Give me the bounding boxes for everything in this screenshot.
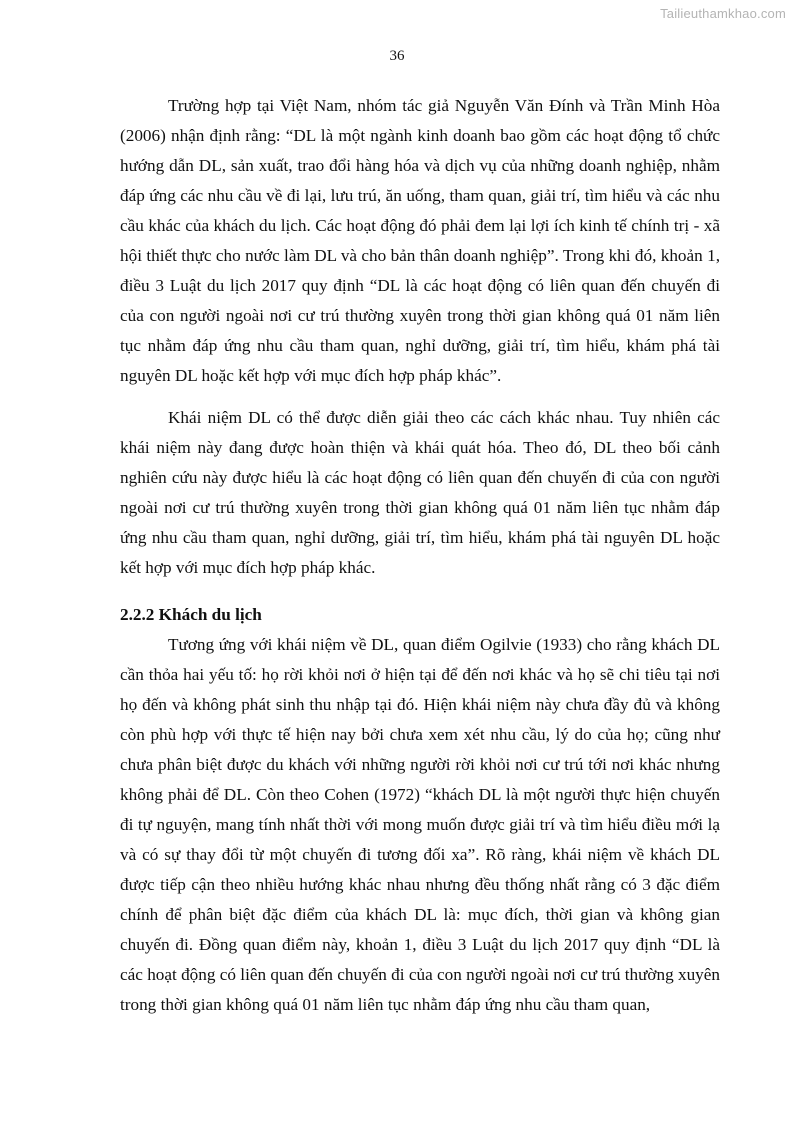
page-number: 36 [389, 48, 405, 64]
watermark: Tailieuthamkhao.com [660, 6, 786, 21]
document-body [120, 91, 720, 1020]
section-heading: 2.2.2 Khách du lịch [120, 605, 262, 624]
paragraph-1: Trường hợp tại Việt Nam, nhóm tác giả Nguyễn Văn Đính và Trần Minh Hòa (2006) nhận định rằng: “DL là một ngành kinh doanh bao gồm các hoạt động tổ chức hướng dẫn DL, sản xuất, trao đổi hàng hóa và dịch vụ của những doanh nghiệp, nhằm đáp ứng các nhu cầu về đi lại, lưu trú, ăn uống, tham quan, giải trí, tìm hiểu và các nhu cầu khác của khách du lịch. Các hoạt động đó phải đem lại lợi ích kinh tế chính trị - xã hội thiết thực cho nước làm DL và cho bản thân doanh nghiệp”. Trong khi đó, khoản 1, điều 3 Luật du lịch 2017 quy định “DL là các hoạt động có liên quan đến chuyến đi của con người ngoài nơi cư trú thường xuyên trong thời gian không quá 01 năm liên tục nhằm đáp ứng nhu cầu tham quan, nghỉ dưỡng, giải trí, tìm hiểu, khám phá tài nguyên DL hoặc kết hợp với mục đích hợp pháp khác”. [120, 96, 720, 385]
paragraph-3: Tương ứng với khái niệm về DL, quan điểm Ogilvie (1933) cho rằng khách DL cần thỏa hai yếu tố: họ rời khỏi nơi ở hiện tại để đến nơi khác và họ sẽ chi tiêu tại nơi họ đến và không phát sinh thu nhập tại đó. Hiện khái niệm này chưa đầy đủ và không còn phù hợp với thực tế hiện nay bởi chưa xem xét nhu cầu, lý do của họ; cũng như chưa phân biệt được du khách với những người rời khỏi nơi cư trú tới nơi khác nhưng không phải để DL. Còn theo Cohen (1972) “khách DL là một người thực hiện chuyến đi tự nguyện, mang tính nhất thời với mong muốn được giải trí và tìm hiểu điều mới lạ và có sự thay đổi từ một chuyến đi tương đối xa”. Rõ ràng, khái niệm về khách DL được tiếp cận theo nhiều hướng khác nhau nhưng đều thống nhất rằng có 3 đặc điểm chính để phân biệt đặc điểm của khách DL là: mục đích, thời gian và không gian chuyến đi. Đồng quan điểm này, khoản 1, điều 3 Luật du lịch 2017 quy định “DL là các hoạt động có liên quan đến chuyến đi của con người ngoài nơi cư trú thường xuyên trong thời gian không quá 01 năm liên tục nhằm đáp ứng nhu cầu tham quan, [120, 635, 720, 1014]
paragraph-2: Khái niệm DL có thể được diễn giải theo các cách khác nhau. Tuy nhiên các khái niệm này đang được hoàn thiện và khái quát hóa. Theo đó, DL theo bối cảnh nghiên cứu này được hiểu là các hoạt động có liên quan đến chuyến đi của con người ngoài nơi cư trú thường xuyên trong thời gian không quá 01 năm liên tục nhằm đáp ứng nhu cầu tham quan, nghỉ dưỡng, giải trí, tìm hiểu, khám phá tài nguyên DL hoặc kết hợp với mục đích hợp pháp khác. [120, 408, 720, 577]
